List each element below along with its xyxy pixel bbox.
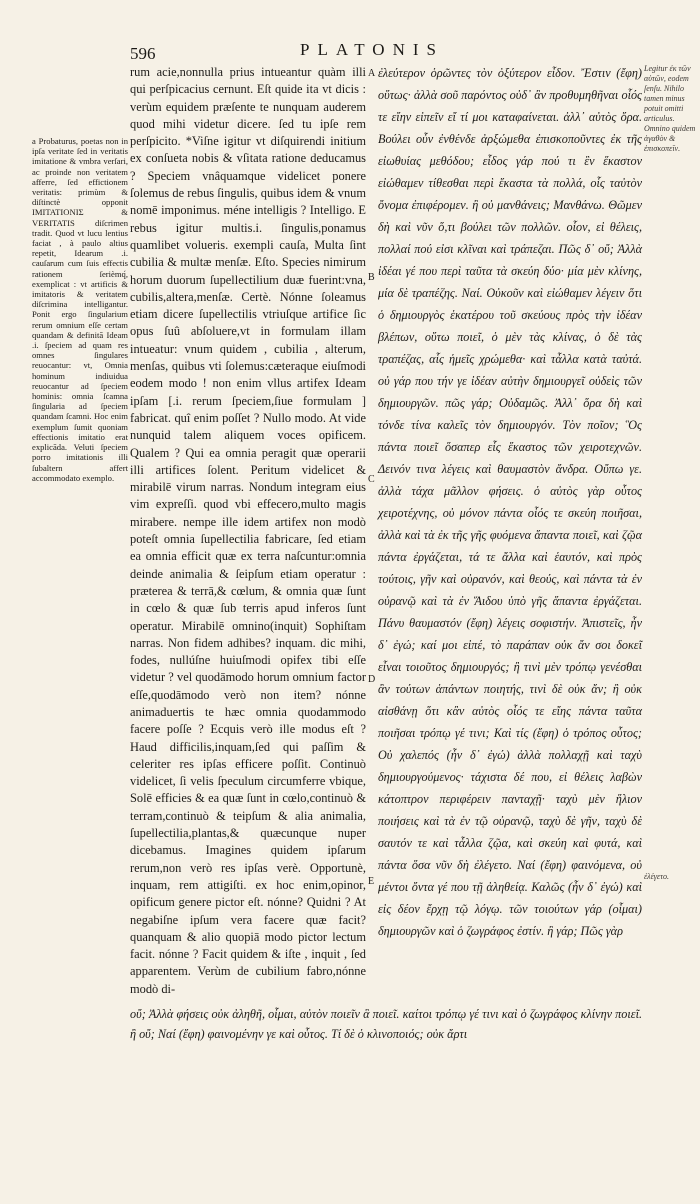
greek-bottom-line: οὔ; Ἀλλὰ φήσεις οὐκ ἀληθῆ, οἶμαι, αὐτὸν ποιεῖν ἃ ποιεῖ. καίτοι τρόπῳ γέ τινι καὶ ὁ ζωγράφος κλίνην ποιεῖ. ἢ οὔ; Ναί (ἔφη) φαινομένην γε καὶ οὗτος. Τί δὲ ὁ κλινοποιός; οὐκ ἄρτι	[130, 1007, 642, 1041]
greek-paragraph: ἐλεύτερον ὁρῶντες τὸν ὀξύτερον εἶδον. Ἔστιν (ἔφη) οὕτως· ἀλλὰ σοῦ παρόντος οὐδ᾽ ἂν προθυμηθῆναι οἷός τε εἴην εἰπεῖν εἴ τί μοι καταφαίνεται. ἀλλ᾽ αὐτὸς ὅρα. Βούλει οὖν ἐνθένδε ἀρξώμεθα ἐπισκοποῦντες ἐκ τῆς εἰωθυίας μεθόδου; εἶδος γάρ πού τι ἓν ἕκαστον εἰώθαμεν τίθεσθαι περὶ ἕκαστα τὰ πολλά, οἷς ταὐτὸν ὄνομα ἐπιφέρομεν. ἢ οὐ μανθάνεις; Μανθάνω. Θῶμεν δὴ καὶ νῦν ὅ,τι βούλει τῶν πολλῶν. οἷον, εἰ θέλεις, πολλαί πού εἰσι κλῖναι καὶ τράπεζαι. Πῶς δ᾽ οὔ; Ἀλλὰ ἰδέαι γέ που περὶ ταῦτα τὰ σκεύη δύο· μία μὲν κλίνης, μία δὲ τραπέζης. Ναί. Οὐκοῦν καὶ εἰώθαμεν λέγειν ὅτι ὁ δημιουργὸς ἑκατέρου τοῦ σκεύους πρὸς τὴν ἰδέαν βλέπων, οὕτω ποιεῖ, ὁ μὲν τὰς κλίνας, ὁ δὲ τὰς τραπέζας, αἷς ἡμεῖς χρώμεθα· καὶ τἆλλα κατὰ ταὐτά. οὐ γάρ που τήν γε ἰδέαν αὐτὴν δημιουργεῖ οὐδεὶς τῶν δημιουργῶν. πῶς γάρ; Οὐδαμῶς. Ἀλλ᾽ ὅρα δὴ καὶ τόνδε τίνα καλεῖς τὸν δημιουργόν. Τὸν ποῖον; Ὃς πάντα ποιεῖ ὅσαπερ εἷς ἕκαστος τῶν χειροτεχνῶν. Δεινόν τινα λέγεις καὶ θαυμαστὸν ἄνδρα. Οὔπω γε. ἀλλὰ τάχα μᾶλλον φήσεις. ὁ αὐτὸς γὰρ οὗτος χειροτέχνης, οὐ μόνον πάντα οἷός τε σκεύη ποιῆσαι, ἀλλὰ καὶ τὰ ἐκ τῆς γῆς φυόμενα ἅπαντα ποιεῖ, καὶ ζῷα πάντα ἐργάζεται, τά τε ἄλλα καὶ ἑαυτόν, καὶ πρὸς τούτοις, γῆν καὶ οὐρανόν, καὶ θεούς, καὶ πάντα τὰ ἐν οὐρανῷ καὶ τὰ ἐν Ἅιδου ὑπὸ γῆς ἅπαντα ἐργάζεται. Πάνυ θαυμαστόν (ἔφη) λέγεις σοφιστήν. Ἀπιστεῖς, ἦν δ᾽ ἐγώ; καί μοι εἰπέ, τὸ παράπαν οὐκ ἄν σοι δοκεῖ εἶναι τοιοῦτος δημιουργός; ἢ τινὶ μὲν τρόπῳ γενέσθαι ἂν τούτων ἁπάντων ποιητής, τινὶ δὲ οὐκ ἄν; ἢ οὐκ αἰσθάνῃ ὅτι κἂν αὐτὸς οἷός τε εἴης πάντα ταῦτα ποιῆσαι τρόπῳ γέ τινι; Καὶ τίς (ἔφη) ὁ τρόπος οὗτος; Οὐ χαλεπός (ἦν δ᾽ ἐγώ) ἀλλὰ πολλαχῇ καὶ ταχὺ δημιουργούμενος· τάχιστα δέ που, εἰ θέλεις λαβὼν κάτοπτρον περιφέρειν πανταχῇ· ταχὺ μὲν ἥλιον ποιήσεις καὶ τὰ ἐν τῷ οὐρανῷ, ταχὺ δὲ γῆν, ταχὺ δὲ σαυτόν τε καὶ τἆλλα ζῷα, καὶ σκεύη καὶ φυτά, καὶ πάντα ὅσα νῦν δὴ ἐλέγετο. Ναί (ἔφη) φαινόμενα, οὐ μέντοι ὄντα γέ που τῇ ἀληθείᾳ. Καλῶς (ἦν δ᾽ ἐγώ) καὶ εἰς δέον ἔρχῃ τῷ λόγῳ. τῶν τοιούτων γάρ (οἶμαι) δημιουργῶν καὶ ὁ ζωγράφος ἐστίν. ἢ γάρ; Πῶς γὰρ	[378, 66, 642, 938]
running-head: PLATONIS	[300, 40, 444, 59]
latin-column	[130, 64, 366, 998]
section-letter-c: C	[368, 474, 375, 485]
page-number: 596	[130, 44, 156, 63]
section-letter-a: A	[368, 68, 376, 79]
left-margin-note: a Probaturus, poetas non in ipſa veritate ſed in veritatis imitatione & vmbra verſari, ac proinde non veritatem afferre, ſed effictionem veritatis: primùm & diſtinctè opponit ΙΜΙΤΑΤΙΟΝΙΣ & VERITATIS diſcrimen tradit. Quod vt lucu lentius faciat , à paulo altius repetit, Idearum .i. cauſarum cum ſuis effectis rationem ſerièmq́, exemplicat : vt artificis & imitatoris & veritatem diſcrimina intelligantur. Ponit ergo ſingularium rerum omnium eſſe certam quandam & definitā Ideam .i. ſpeciem ad quam res omnes ſingulares reuocantur: vt, Omnia hominum indiuidua reuocantur ad ſpeciem hominis: omnia ſcamna ſingularia ad ſpeciem quandam ſcamni. Hoc enim exemplum ſumit quoniam effectionis imitatio erat explicāda. Veluti ſpeciem porro imitationis illi ſubaltern affert accommodato exemplo.	[32, 136, 128, 483]
section-letter-e: E	[368, 876, 375, 887]
right-margin-note: Legitur ἐκ τῶν αὐτῶν, eodem ſenſu. Nihilo tamen minus potuit omitti articulus. Omnino quidem ἀγαθὸν & ἐπισκοπεῖν.	[644, 64, 696, 153]
section-letter-b: B	[368, 272, 375, 283]
latin-paragraph: rum acie,nonnulla prius intueantur quàm illi qui perſpicacius cernunt. Eſt quide ita vt dicis : verùm equidem præſente te nunquam auderem quod mihi videtur dicere. ſed tu ipſe rem perſpicito. *Viſne igitur vt diſquirendi initium ex conſueta nobis & vſitata ratione deducamus ? Speciem vnâquamque videlicet ponere ſolemus de rebus ſingulis, quibus idem & vnum nomē imponimus. méne intelligis ? Intelligo. E rebus igitur multis.i. ſingulis,ponamus quamlibet volueris. exempli cauſa, Multa ſint cubilia & multæ menſæ. Eſto. Species nimirum horum duorum ſupellectilium duæ fuerint:vna, cubilis,altera,menſæ. Certè. Nónne ſoleamus etiam dicere ſupellectilis vtriuſque artifice ſic opus ſuû abſoluere,vt in formulam illam intueatur: vnum quidem , cubilia , alterum, menſas, quibus vti ſolemus:cæteraque eiuſmodi eodem modo ! non enim vllus artifex Ideam ipſam [.i. rerum ſpeciem,ſiue formulam ] fabricat. quî enim poſſet ? Nullo modo. At vide nunquid talem aliquem voces opificem. Qualem ? Qui ea omnia peragit quæ operarii illi artifices ſolent. Peritum videlicet & mirabilē virum narras. Nondum integram eius vim expreſſi. quod vbi effecero,multo magis mirabere. nempe ille idem artifex non modò poteſt omnia ſupellectilia fabricare, ſed etiam ea omnia efficit quæ ex terra naſcuntur:omnia deinde animalia & ſeipſum etiam operatur : præterea & terrā,& cœlum, & omnia quæ ſunt in cœlo & quæ ſub terris apud inferos ſunt operatur. Mirabilē omnino(inquit) Sophiſtam narras. Non fidem adhibes? inquam. dic mihi, fodes, nullúſne huiuſmodi opifex tibi eſſe videtur ? vel quodāmodo horum omnium factor eſſe,quodāmodo verò non item? nónne animaduertis te hæc omnia quodammodo facere poſſe ? Ecquis verò ille modus eſt ? Haud difficilis,inquam,ſed qui paſſim & celeriter res ipſas efficere poſſit. Continuò videlicet, ſi velis ſpeculum circumferre vbique, Solē efficies & ea quæ ſunt in cœlo,continuò & terram,continuò & teipſum & alia animalia, ſupellectilia,plantas,& quæcunque nuper dicebamus. Imagines quidem ipſarum rerum,non verò res ipſas verè. Opportunè, inquam, rem attigiſti. ex hoc enim,opinor, opificum genere pictor eſt. nónne? Quidni ? At negabiſne ipſum vera facere quæ facit? quanquam & alio quopiā modo pictor lectum facit. nónne ? Facit quidem & iſte , inquit , ſed apparentem. Verùm de cubilium fabro,nónne modò di-	[130, 65, 366, 996]
greek-column	[378, 62, 642, 942]
section-letter-d: D	[368, 674, 376, 685]
right-margin-note-lower: ἑλέγετο.	[644, 872, 669, 881]
